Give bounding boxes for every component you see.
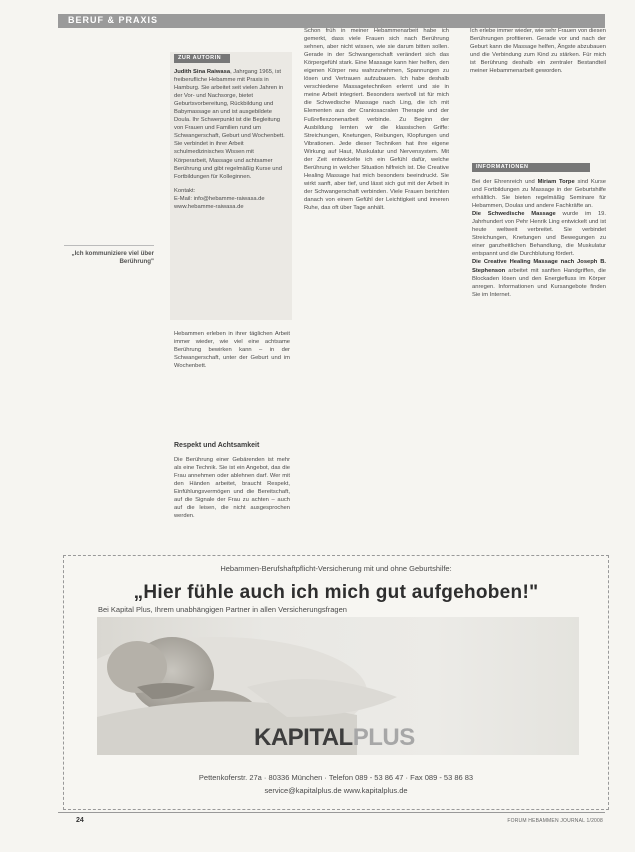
info-p2-post: wurde im 19. Jahrhundert von Pehr Henrik Ling entwickelt und ist heute weltweit verbreitet. Sie verbindet Streichungen, Knetungen und Bewegungen zu einer ganzheitlichen Behandlung, die Muskulatur entspannt und die Durchblutung fördert. xyxy=(472,211,607,258)
info-p1-post: sind Kurse und Fortbildungen zu Massage in der Geburtshilfe erhältlich. Sie bieten regelmäßig Seminare für Hebammen, Doulas und andere Fachkräfte an. xyxy=(472,179,607,210)
advertisement[interactable] xyxy=(63,555,609,810)
info-tag xyxy=(472,163,590,172)
ad-headline: „Hier fühle auch ich mich gut aufgehoben!" xyxy=(133,582,539,603)
column-2-text: Schon früh in meiner Hebammenarbeit habe ich gemerkt, dass viele Frauen sich nach Berührung sehnen, aber nicht wissen, wie sie darum bitten sollen. Gerade in der Schwangerschaft verändert sich das Körpergefühl stark. Eine Massage kann hier helfen, den eigenen Körper neu wahrzunehmen, Spannungen zu lösen und Vertrauen aufzubauen. Ich habe deshalb verschiedene Massagetechniken erlernt und sie in meine Arbeit integriert. Besonders wertvoll ist für mich die Schwedische Massage nach Ling, die ich mit Elementen aus der Craniosacralen Therapie und der Fußreflexzonenarbeit verbinde. Zu Beginn der Ausbildung lernten wir die klassischen Griffe: Streichungen, Knetungen, Reibungen, Klopfungen und Vibrationen. Jede dieser Techniken hat ihre eigene Wirkung auf Haut, Muskulatur und Nervensystem. Mit der Zeit entwickelte ich ein Gefühl dafür, welche Berührung in welcher Situation hilfreich ist. Die Creative Healing Massage hat mich besonders beeindruckt. Sie wirkt sanft, aber tief, und lässt sich gut mit der Arbeit in der Schwangerschaft verbinden. Viele Frauen berichten danach von einem Gefühl der Leichtigkeit und inneren Ruhe, das oft über Tage anhält. xyxy=(304,28,449,212)
column-3-body xyxy=(470,27,606,75)
column-3-text: Ich erlebe immer wieder, wie sehr Frauen von diesen Berührungen profitieren. Gerade vor und nach der Geburt kann die Massage helfen, Ängste abzubauen und die Verbindung zum Kind zu stärken. Für mich ist Berührung deshalb ein zentraler Bestandteil meiner Hebammenarbeit geworden. xyxy=(470,28,606,75)
author-email[interactable]: E-Mail: info@hebamme-raiwasa.de xyxy=(174,195,265,202)
author-bio-text: , Jahrgang 1965, ist freiberufliche Hebamme mit Praxis in Hamburg. Sie arbeitet seit vielen Jahren in der Vor- und Nachsorge, bietet Geburtsvorbereitung, Rückbildung und Babymassage an und ist ausgebildete Doula. Ihr Schwerpunkt ist die Begleitung von Frauen und Familien rund um Schwangerschaft, Geburt und Wochenbett. Sie verbindet in ihrer Arbeit schulmedizinisches Wissen mit Körperarbeit, Massage und achtsamer Berührung und gibt regelmäßig Kurse und Fortbildungen für Kolleginnen. xyxy=(174,69,285,180)
pullquote: „Ich kommuniziere viel über Berührung" xyxy=(71,250,154,265)
pullquote-rule xyxy=(64,245,154,246)
info-p1-pre: Bei der Ehrenreich und xyxy=(472,179,538,185)
section-header: BERUF & PRAXIS xyxy=(68,15,159,25)
page-number: 24 xyxy=(76,817,84,824)
bio-tag xyxy=(174,54,230,63)
ad-subline: Bei Kapital Plus, Ihrem unabhängigen Partner in allen Versicherungsfragen xyxy=(98,605,347,614)
info-p1-bold: Miriam Torpe xyxy=(537,179,575,185)
ad-web[interactable]: service@kapitalplus.de www.kapitalplus.de xyxy=(264,786,408,795)
publication-footer: FORUM HEBAMMEN JOURNAL 1/2008 xyxy=(507,818,603,824)
info-p2-bold: Die Schwedische Massage xyxy=(472,211,556,218)
info-p3-post: arbeitet mit sanften Handgriffen, die Blockaden lösen und den Energiefluss im Körper anregen. Informationen und Kursangebote finden Sie im Internet. xyxy=(472,267,606,298)
column-2-body xyxy=(304,27,449,212)
column-1-intro xyxy=(174,330,290,370)
ad-address: Pettenkoferstr. 27a · 80336 München · Telefon 089 - 53 86 47 · Fax 089 - 53 86 83 xyxy=(198,773,474,782)
info-box xyxy=(472,178,606,299)
section-header-bar xyxy=(58,14,605,28)
author-website[interactable]: www.hebamme-raiwasa.de xyxy=(174,203,244,210)
info-p3-bold: Die Creative Healing Massage nach Joseph B. Stephenson xyxy=(472,259,606,274)
footer-rule xyxy=(58,812,605,813)
author-bio xyxy=(174,68,288,211)
subheading: Respekt und Achtsamkeit xyxy=(174,442,260,449)
contact-label: Kontakt: xyxy=(174,187,196,194)
logo-part-1: KAPITAL xyxy=(254,724,353,751)
logo-part-2: PLUS xyxy=(352,724,415,751)
column-1-intro-text: Hebammen erleben in ihrer täglichen Arbeit immer wieder, wie viel eine achtsame Berührung bewirken kann – in der Schwangerschaft, unter der Geburt und im Wochenbett. xyxy=(174,331,290,370)
column-1-body xyxy=(174,456,290,520)
column-1-body-text: Die Berührung einer Gebärenden ist mehr als eine Technik. Sie ist ein Angebot, das die Frau annehmen oder ablehnen darf. Wer mit den Händen arbeitet, braucht Respekt, Einfühlungsvermögen und die Bereitschaft, auf die Signale der Frau zu achten – auch auf die leisen, die nicht ausgesprochen werden. xyxy=(174,457,290,520)
ad-top-line: Hebammen-Berufshaftpflicht-Versicherung mit und ohne Geburtshilfe: xyxy=(220,564,452,573)
author-name: Judith Sina Raiwasa xyxy=(174,69,231,75)
info-tag-label: INFORMATIONEN xyxy=(476,164,529,170)
bio-tag-label: ZUR AUTORIN xyxy=(178,55,222,61)
kapital-plus-logo xyxy=(254,724,415,752)
